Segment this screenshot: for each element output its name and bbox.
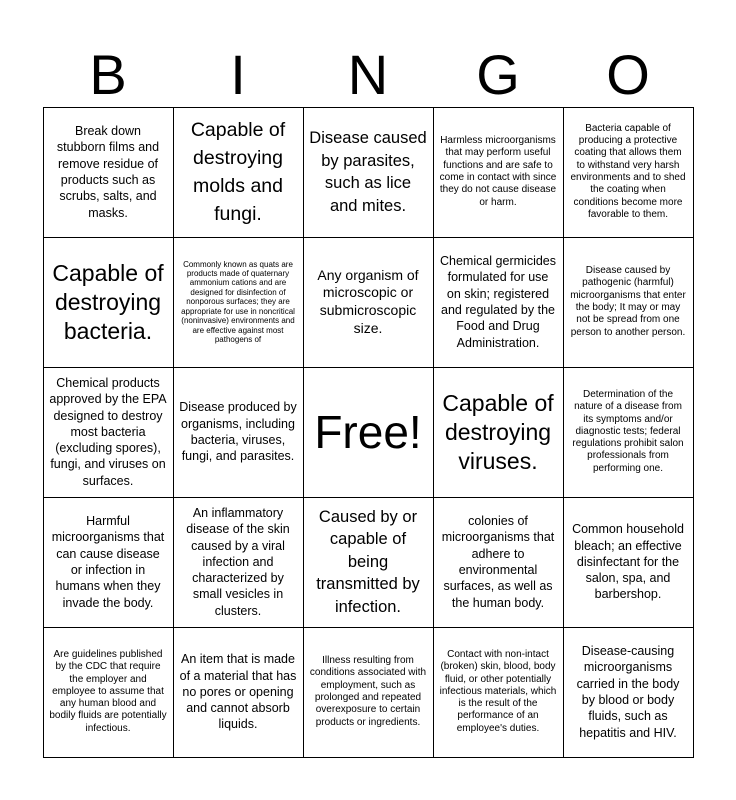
bingo-cell[interactable] [433,497,564,628]
bingo-cell[interactable] [433,107,564,238]
bingo-cell[interactable] [173,497,304,628]
cell-text: Are guidelines published by the CDC that require the employer and employee to assume that any human blood and bodily fluids are potentially infectious. [49,648,167,734]
cell-text: Commonly known as quats are products made of quaternary ammonium cations and are designed for disinfection of nonporous surfaces; they are appropriate for use in noncritical (noninvasive) environments and are effective against most pathogens of [181,259,295,344]
bingo-cell[interactable] [173,107,304,238]
cell-text: Bacteria capable of producing a protective coating that allows them to withstand very harsh environments and to shed the coating when conditions become more favorable to them. [570,122,686,220]
bingo-board [43,107,693,757]
cell-text: Capable of destroying bacteria. [52,259,164,344]
bingo-header [43,44,693,106]
cell-text: Caused by or capable of being transmitted by infection. [316,507,420,616]
bingo-cell[interactable] [433,627,564,758]
cell-text: Chemical products approved by the EPA designed to destroy most bacteria (excluding spores), fungi, and viruses on surfaces. [49,375,167,488]
cell-text: Illness resulting from conditions associated with employment, such as prolonged and repeated overexposure to certain products or ingredients. [309,655,427,728]
bingo-cell[interactable] [303,627,434,758]
bingo-cell[interactable] [563,107,694,238]
cell-text: Capable of destroying viruses. [442,389,554,474]
bingo-cell[interactable] [43,367,174,498]
free-space-cell[interactable] [303,367,434,498]
bingo-cell[interactable] [173,627,304,758]
cell-text: Disease produced by organisms, including bacteria, viruses, fungi, and parasites. [179,400,297,464]
bingo-cell[interactable] [173,237,304,368]
bingo-cell[interactable] [563,627,694,758]
cell-text: Disease-causing microorganisms carried in the body by blood or body fluids, such as hepatitis and HIV. [576,644,680,740]
cell-text: An inflammatory disease of the skin caused by a viral infection and characterized by small vesicles in clusters. [186,505,290,618]
bingo-cell[interactable] [43,627,174,758]
cell-text: colonies of microorganisms that adhere to environmental surfaces, as well as the human body. [441,514,555,610]
cell-text: Break down stubborn films and remove residue of products such as scrubs, salts, and masks. [56,124,160,220]
bingo-cell[interactable] [303,237,434,368]
cell-text: Contact with non-intact (broken) skin, blood, body fluid, or other potentially infectious materials, which is the result of the performance of an employee's duties. [439,648,557,734]
bingo-cell[interactable] [303,497,434,628]
header-letter-i: I [230,43,246,106]
header-letter-n: N [347,43,389,106]
cell-text: Disease caused by pathogenic (harmful) microorganisms that enter the body; It may or may not be spread from one person to another person. [570,265,686,338]
header-letter-o: O [606,43,650,106]
bingo-cell[interactable] [563,237,694,368]
bingo-cell[interactable] [433,237,564,368]
bingo-cell[interactable] [43,237,174,368]
bingo-cell[interactable] [43,497,174,628]
header-letter-g: G [476,43,520,106]
bingo-cell[interactable] [43,107,174,238]
bingo-cell[interactable] [433,367,564,498]
cell-text: Free! [314,406,422,458]
cell-text: Harmless microorganisms that may perform useful functions and are safe to come in contact with since they do not cause disease or harm. [439,135,557,208]
cell-text: Disease caused by parasites, such as lice and mites. [309,129,427,215]
cell-text: An item that is made of a material that has no pores or opening and cannot absorb liquids. [179,652,297,732]
bingo-cell[interactable] [563,367,694,498]
bingo-cell[interactable] [173,367,304,498]
cell-text: Chemical germicides formulated for use on skin; registered and regulated by the Food and Drug Administration. [439,254,556,350]
bingo-cell[interactable] [303,107,434,238]
bingo-cell[interactable] [563,497,694,628]
cell-text: Capable of destroying molds and fungi. [190,119,286,225]
cell-text: Common household bleach; an effective disinfectant for the salon, spa, and barbershop. [572,522,684,602]
cell-text: Determination of the nature of a disease from its symptoms and/or diagnostic tests; federal regulations prohibit salon professionals from performing one. [572,388,684,474]
cell-text: Any organism of microscopic or submicroscopic size. [317,266,419,336]
header-letter-b: B [89,43,127,106]
cell-text: Harmful microorganisms that can cause disease or infection in humans when they invade the body. [51,514,165,610]
